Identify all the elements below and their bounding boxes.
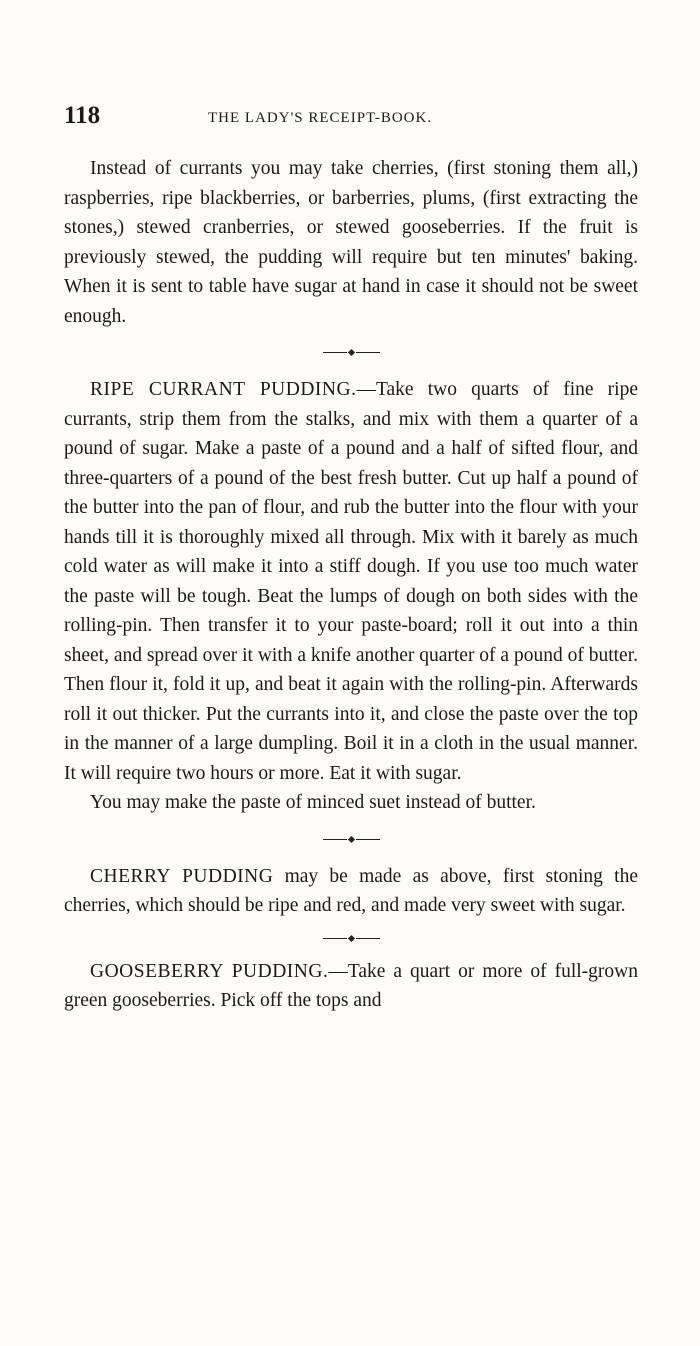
- recipe-text: —Take a quart or more of full-grown green gooseberries. Pick off the tops and: [64, 960, 638, 1011]
- suet-note-paragraph: You may make the paste of minced suet instead of butter.: [90, 792, 536, 813]
- recipe-heading: GOOSEBERRY PUDDING.: [90, 960, 329, 982]
- page-number: 118: [64, 102, 101, 129]
- fruit-substitution-paragraph: Instead of currants you may take cherries, (first stoning them all,) raspberries, ripe blackberries, or barberries, plums, (first extracting the stones,) stewed cranberries, or stewed gooseberries. If the fruit is previously stewed, the pudding will require but ten minutes' baking. When it is sent to table have sugar at hand in case it should not be sweet enough.: [64, 158, 638, 327]
- gooseberry-pudding-paragraph: [64, 957, 638, 1016]
- cherry-pudding-paragraph: [64, 862, 638, 921]
- recipe-heading: RIPE CURRANT PUDDING.: [90, 379, 357, 400]
- recipe-heading: CHERRY PUDDING: [90, 865, 274, 887]
- recipe-text: may be made as above, first stoning the cherries, which should be ripe and red, and made very sweet with sugar.: [64, 865, 639, 916]
- page-header: [64, 102, 638, 138]
- running-title: THE LADY'S RECEIPT-BOOK.: [208, 110, 433, 126]
- ripe-currant-pudding-paragraph: [64, 375, 638, 788]
- section-divider: [64, 818, 638, 862]
- recipe-text: —Take two quarts of fine ripe currants, strip them from the stalks, and mix with them a quarter of a pound of sugar. Make a paste of a pound and a half of sifted flour, and three-quarters of a pound of the best fresh butter. Cut up half a pound of the butter into the pan of flour, and rub the butter into the flour with your hands till it is thoroughly mixed all through. Mix with it barely as much cold water as will make it into a stiff dough. If you use too much water the paste will be tough. Beat the lumps of dough on both sides with the rolling-pin. Then transfer it to your paste-board; roll it out into a thin sheet, and spread over it with a knife another quarter of a pound of butter. Then flour it, fold it up, and beat it again with the rolling-pin. Afterwards roll it out thicker. Put the currants into it, and close the paste over the top in the manner of a large dumpling. Boil it in a cloth in the usual manner. It will require two hours or more. Eat it with sugar.: [64, 379, 638, 784]
- section-divider: [64, 921, 638, 957]
- page-body: [64, 154, 638, 1016]
- section-divider: [64, 331, 638, 375]
